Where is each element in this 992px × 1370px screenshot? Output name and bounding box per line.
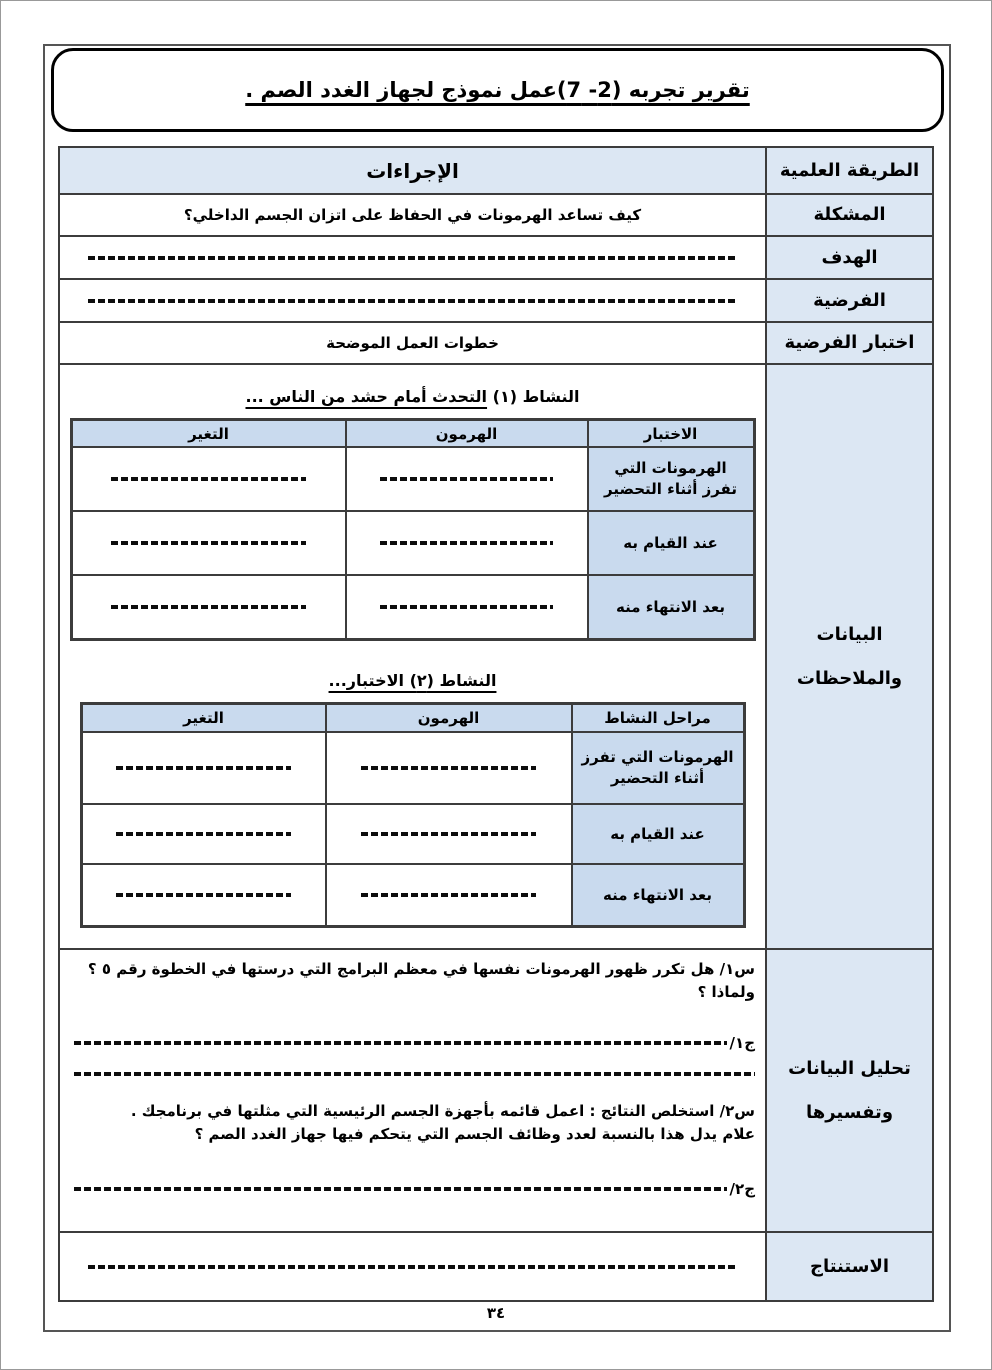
activity1-row-label: بعد الانتهاء منه — [588, 575, 754, 639]
analysis-content — [60, 950, 765, 1231]
conclusion-blank-cell — [60, 1233, 765, 1300]
conclusion-row — [60, 1231, 932, 1300]
analysis-question1: س١/ هل تكرر ظهور الهرمونات نفسها في معظم البرامج التي درستها في الخطوة رقم ٥ ؟ ولماذا ؟ — [87, 960, 755, 1001]
goal-blank-cell — [60, 237, 765, 278]
activity1-blank-cell — [72, 511, 346, 575]
hypothesis-row — [60, 278, 932, 321]
dashed-blank — [380, 477, 553, 481]
activity1-col-test: الاختبار — [588, 420, 754, 447]
activity1-blank-cell — [346, 511, 588, 575]
dashed-blank — [111, 477, 307, 481]
activity1-table — [70, 418, 756, 641]
activity1-blank-cell — [346, 447, 588, 511]
activity1-title — [60, 387, 765, 406]
dashed-blank — [116, 893, 290, 897]
data-label-line1: البيانات — [816, 623, 883, 645]
goal-row — [60, 235, 932, 278]
analysis-question2-line1: س٢/ استخلص النتائج : اعمل قائمه بأجهزة الجسم الرئيسية التي مثلتها في برنامجك . — [130, 1102, 755, 1120]
activity2-blank-cell — [82, 732, 326, 804]
activity1-blank-cell — [346, 575, 588, 639]
dashed-blank — [380, 605, 553, 609]
conclusion-label: الاستنتاج — [809, 1255, 890, 1277]
activity1-title-underlined: التحدث أمام حشد من الناس ... — [245, 387, 488, 406]
hypothesis-test-label-cell — [765, 323, 932, 363]
page-number: ٣٤ — [486, 1304, 506, 1322]
activity2-col-change: التغير — [82, 704, 326, 732]
activity1-blank-cell — [72, 447, 346, 511]
title-box — [51, 48, 944, 132]
hypothesis-label-cell — [765, 280, 932, 321]
goal-label-cell — [765, 237, 932, 278]
conclusion-label-cell — [765, 1233, 932, 1300]
activity2-blank-cell — [326, 804, 572, 864]
activity2-row-label: الهرمونات التي تفرز أثناء التحضير — [572, 732, 744, 804]
dashed-blank — [74, 1187, 727, 1191]
analysis-question2 — [74, 1100, 755, 1146]
answer1-label: ج١/ — [729, 1034, 755, 1052]
table-header-row — [60, 148, 932, 193]
dashed-blank — [88, 256, 737, 260]
data-label-line2: والملاحظات — [796, 667, 903, 689]
dashed-blank — [88, 1265, 737, 1269]
hypothesis-label: الفرضية — [813, 289, 886, 311]
activity1-col-change: التغير — [72, 420, 346, 447]
activity2-blank-cell — [82, 864, 326, 926]
dashed-blank — [74, 1041, 727, 1045]
hypothesis-test-label: اختبار الفرضية — [784, 332, 915, 354]
analysis-label-line1: تحليل البيانات — [788, 1057, 911, 1079]
activity1-col-hormone: الهرمون — [346, 420, 588, 447]
analysis-row — [60, 948, 932, 1231]
analysis-label-cell — [765, 950, 932, 1231]
problem-label-cell — [765, 195, 932, 235]
problem-text: كيف تساعد الهرمونات في الحفاظ على اتزان الجسم الداخلي؟ — [60, 195, 765, 235]
scientific-method-table — [58, 146, 934, 1302]
report-title: تقرير تجربه (2- 7)عمل نموذج لجهاز الغدد الصم . — [245, 78, 750, 102]
dashed-blank — [361, 893, 537, 897]
data-observations-content — [60, 365, 765, 948]
hypothesis-test-text: خطوات العمل الموضحة — [60, 323, 765, 363]
answer1-line — [74, 1034, 755, 1052]
hypothesis-test-row — [60, 321, 932, 363]
dashed-blank — [361, 832, 537, 836]
activity1-title-prefix: النشاط (١) — [492, 387, 580, 406]
dashed-blank — [361, 766, 537, 770]
activity1-row-label: الهرمونات التي تفرز أثناء التحضير — [588, 447, 754, 511]
activity2-blank-cell — [82, 804, 326, 864]
analysis-question2-line2: علام يدل هذا بالنسبة لعدد وظائف الجسم التي يتحكم فيها جهاز الغدد الصم ؟ — [194, 1125, 755, 1143]
activity2-col-stages: مراحل النشاط — [572, 704, 744, 732]
dashed-blank — [380, 541, 553, 545]
data-observations-label-cell — [765, 365, 932, 948]
dashed-blank — [111, 605, 307, 609]
goal-label: الهدف — [821, 246, 878, 268]
activity1-blank-cell — [72, 575, 346, 639]
dashed-blank — [111, 541, 307, 545]
activity2-row-label: بعد الانتهاء منه — [572, 864, 744, 926]
answer2-label: ج٢/ — [729, 1180, 755, 1198]
activity2-row-label: عند القيام به — [572, 804, 744, 864]
activity2-blank-cell — [326, 864, 572, 926]
problem-label: المشكلة — [813, 204, 886, 226]
procedures-header: الإجراءات — [60, 148, 765, 193]
data-observations-row — [60, 363, 932, 948]
answer2-line — [74, 1180, 755, 1198]
dashed-blank — [116, 766, 290, 770]
dashed-blank — [74, 1072, 755, 1076]
hypothesis-blank-cell — [60, 280, 765, 321]
analysis-label-line2: وتفسيرها — [806, 1101, 894, 1123]
dashed-blank — [116, 832, 290, 836]
activity2-title — [60, 671, 765, 690]
activity1-row-label: عند القيام به — [588, 511, 754, 575]
problem-row — [60, 193, 932, 235]
dashed-blank — [88, 299, 737, 303]
method-header-label: الطريقة العلمية — [779, 159, 920, 181]
activity2-col-hormone: الهرمون — [326, 704, 572, 732]
activity2-title-underlined: النشاط (٢) الاختبار... — [328, 671, 497, 690]
activity2-blank-cell — [326, 732, 572, 804]
method-header — [765, 148, 932, 193]
activity2-table — [80, 702, 746, 928]
